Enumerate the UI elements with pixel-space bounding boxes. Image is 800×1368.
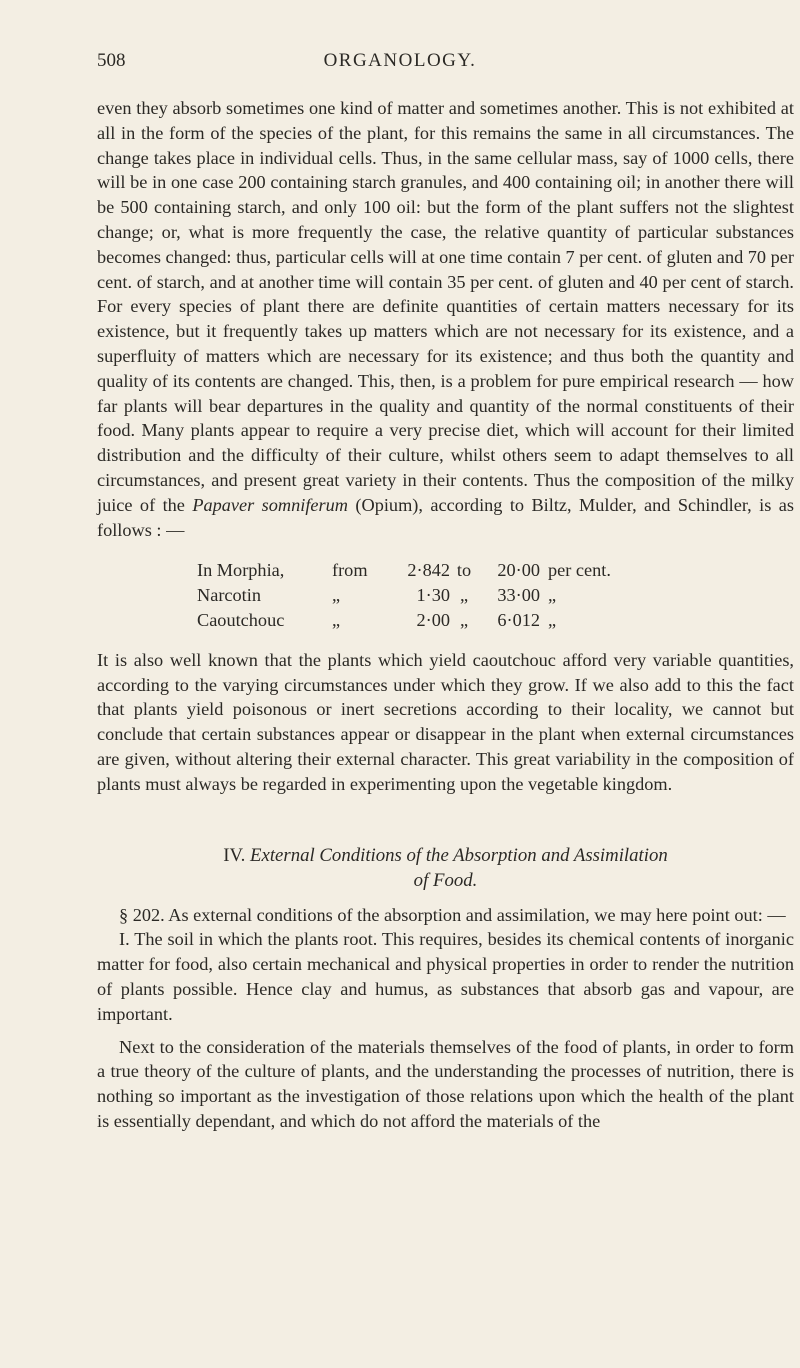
composition-unit: „ xyxy=(548,609,557,630)
section-title-line1: External Conditions of the Absorption and Assimilation xyxy=(250,844,668,866)
composition-to: „ xyxy=(459,585,469,606)
paragraph-section-202: § 202. As external conditions of the absorption and assimilation, we may here point out: — xyxy=(119,904,786,925)
composition-row xyxy=(197,583,611,608)
composition-unit: „ xyxy=(548,585,557,606)
paragraph-soil: I. The soil in which the plants root. This requires, besides its chemical contents of inorganic matter for food, also certain mechanical and physical properties in order to render the nutrition of plants possible. Hence clay and humus, as substances that absorb gas and vapour, are important. xyxy=(97,929,794,1024)
paragraph-opening-tail: (Opium), according to Biltz, Mulder, and Schindler, is as follows : — xyxy=(97,494,794,540)
section-heading xyxy=(97,843,794,893)
page-header xyxy=(97,50,703,80)
opium-composition-table xyxy=(197,558,611,632)
composition-row xyxy=(197,558,611,583)
composition-to: to xyxy=(456,560,472,581)
composition-substance: Narcotin xyxy=(197,585,261,606)
running-title: ORGANOLOGY. xyxy=(323,50,477,71)
paragraph-opening-text: even they absorb sometimes one kind of matter and sometimes another. This is not exhibited at all in the form of the species of the plant, for this remains the same in all circumstances. The change takes place in individual cells. Thus, in the same cellular mass, say of 1000 cells, there will be in one case 200 containing starch granules, and 400 containing oil; in another there will be 500 containing starch, and only 100 oil: but the form of the plant suffers not the slightest change; or, what is more frequently the case, the relative quantity of particular substances becomes changed: thus, particular cells will at one time contain 7 per cent. of gluten and 70 per cent. of starch, and at another time will contain 35 per cent. of gluten and 40 per cent of starch. For every species of plant there are definite quantities of certain matters necessary for its existence, but it frequently takes up matters which are not necessary for its existence, and a superfluity of matters which are necessary for its existence; and thus both the quantity and quality of its contents are changed. This, then, is a problem for pure empirical research — how far plants will bear departures in the quality and quantity of the normal constituents of their food. Many plants appear to require a very precise diet, which will account for their limited distribution and the difficulty of their culture, whilst others seem to adapt themselves to all circumstances, and present great variety in their contents. Thus the composition of the milky juice of the xyxy=(97,98,794,515)
composition-unit: per cent. xyxy=(548,560,611,581)
composition-substance: In Morphia, xyxy=(197,560,285,581)
composition-low: 2·00 xyxy=(416,609,450,630)
composition-from: „ xyxy=(332,585,341,606)
species-name: Papaver somniferum xyxy=(192,494,348,515)
composition-high: 33·00 xyxy=(497,585,540,606)
section-title-line2: of Food. xyxy=(413,869,478,891)
composition-low: 2·842 xyxy=(407,560,450,581)
page-body xyxy=(97,96,794,1134)
composition-from: „ xyxy=(332,609,341,630)
composition-high: 20·00 xyxy=(497,560,540,581)
composition-from: from xyxy=(332,560,368,581)
composition-low: 1·30 xyxy=(416,585,450,606)
paragraph-opening xyxy=(97,96,794,542)
composition-high: 6·012 xyxy=(497,609,540,630)
section-numeral: IV. xyxy=(223,844,246,866)
paragraph-caoutchouc: It is also well known that the plants which yield caoutchouc afford very variable quantities, according to the varying circumstances under which they grow. If we also add to this the fact that plants yield poisonous or inert secretions according to their locality, we cannot but conclude that certain substances appear or disappear in the plant when external circumstances are given, without altering their external character. This great variability in the composition of plants must always be regarded in experimenting upon the vegetable kingdom. xyxy=(97,649,794,794)
paragraph-next-consideration: Next to the consideration of the materials themselves of the food of plants, in order to form a true theory of the culture of plants, and the understanding the processes of nutrition, there is nothing so important as the investigation of those relations upon which the health of the plant is essentially dependant, and which do not afford the materials of the xyxy=(97,1036,794,1131)
composition-to: „ xyxy=(459,609,469,630)
page-number: 508 xyxy=(97,50,126,71)
composition-row xyxy=(197,608,611,633)
composition-substance: Caoutchouc xyxy=(197,609,285,630)
